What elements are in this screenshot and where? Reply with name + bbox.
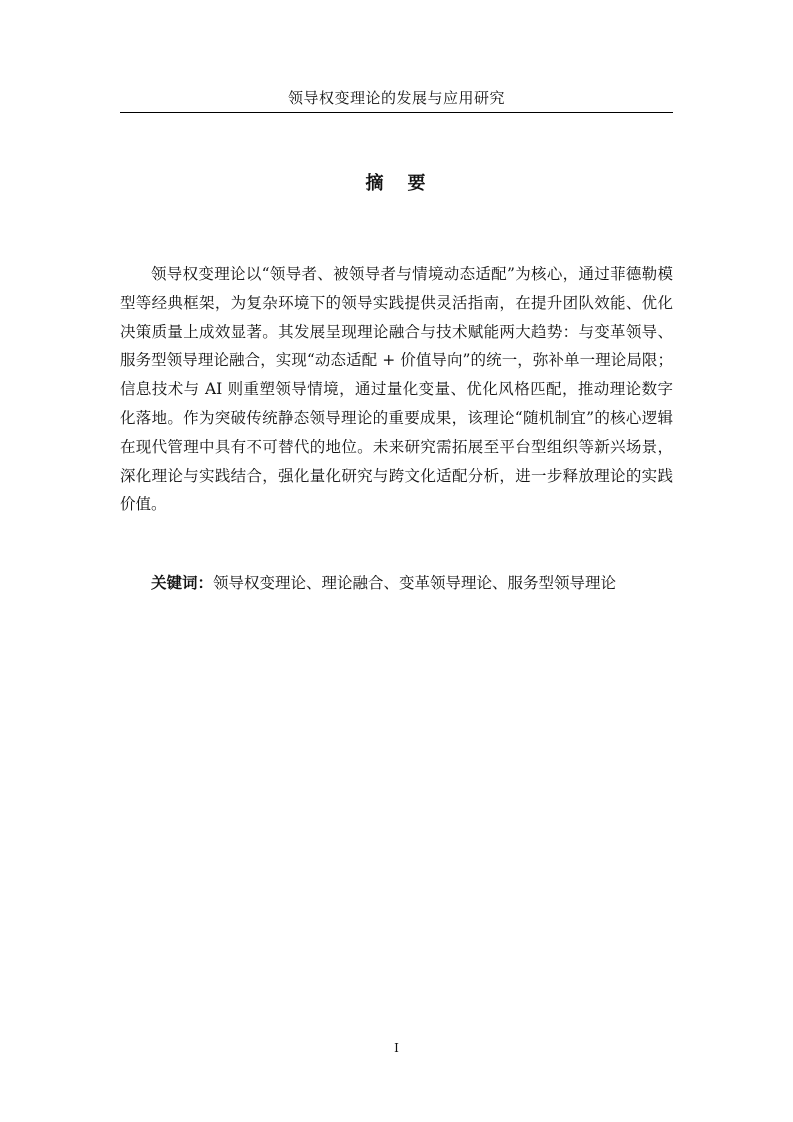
keywords-list: 领导权变理论、理论融合、变革领导理论、服务型领导理论	[213, 574, 617, 592]
running-header	[120, 88, 673, 113]
keywords-label: 关键词：	[151, 573, 214, 592]
abstract-heading-part2: 要	[407, 173, 428, 194]
abstract-heading	[120, 172, 673, 196]
page-number: I	[394, 1041, 399, 1055]
abstract-body: 领导权变理论以“领导者、被领导者与情境动态适配”为核心，通过菲德勒模型等经典框架，为复杂环境下的领导实践提供灵活指南，在提升团队效能、优化决策质量上成效显著。其发展呈现理论融合与技术赋能两大趋势：与变革领导、服务型领导理论融合，实现“动态适配 + 价值导向”的统一，弥补单一理论局限；信息技术与 AI 则重塑领导情境，通过量化变量、优化风格匹配，推动理论数字化落地。作为突破传统静态领导理论的重要成果，该理论“随机制宜”的核心逻辑在现代管理中具有不可替代的地位。未来研究需拓展至平台型组织等新兴场景，深化理论与实践结合，强化量化研究与跨文化适配分析，进一步释放理论的实践价值。	[120, 265, 673, 514]
running-title: 领导权变理论的发展与应用研究	[287, 89, 505, 107]
abstract-heading-part1: 摘	[365, 173, 386, 194]
keywords-line	[151, 571, 673, 595]
